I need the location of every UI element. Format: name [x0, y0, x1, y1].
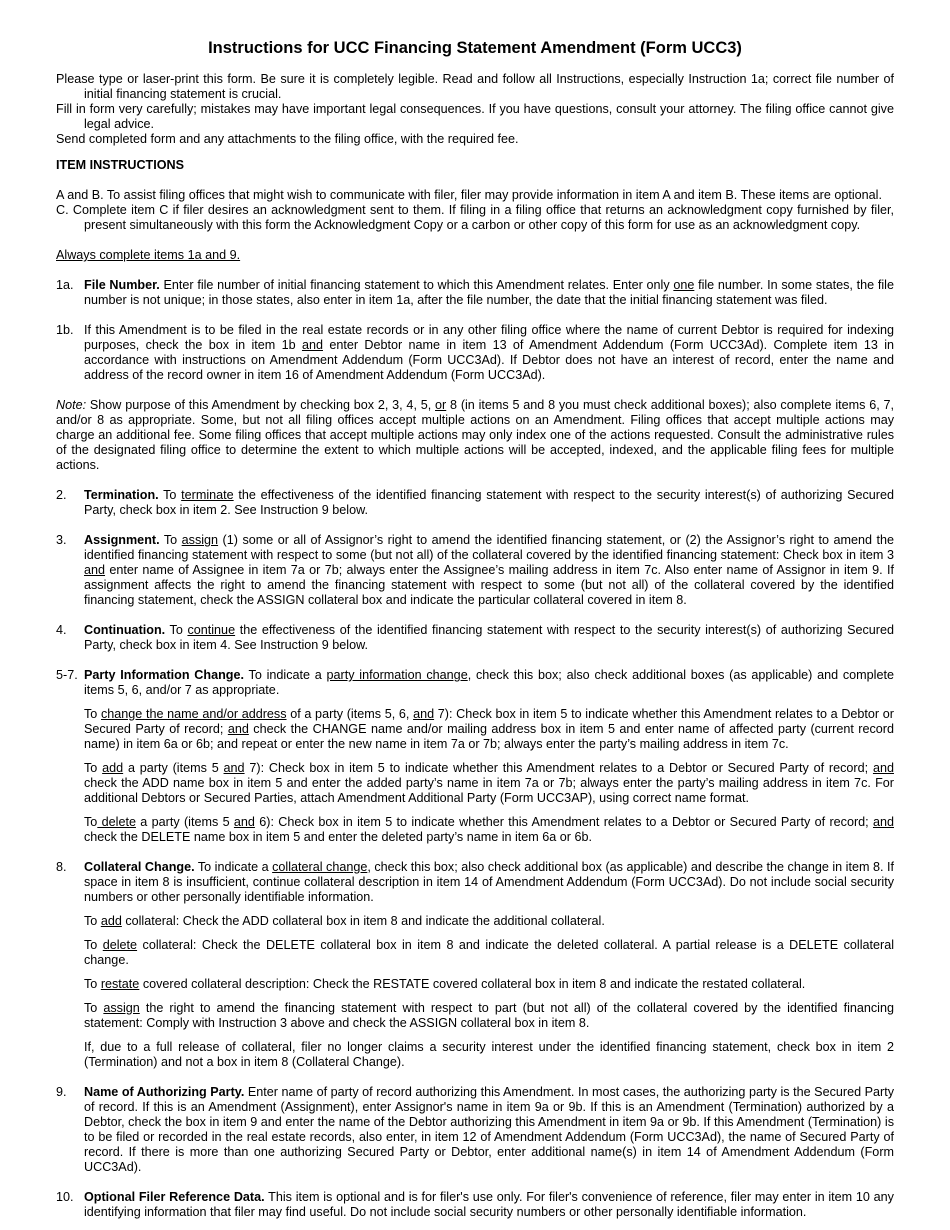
full-release-text: If, due to a full release of collateral, filer no longer claims a security interest under the identified financing statement, check box in item 2 (Termination) and not a box in item 8 (Collateral Change).: [84, 1040, 894, 1069]
item-number: 4.: [56, 623, 67, 637]
add-collateral-text: To add collateral: Check the ADD collateral box in item 8 and indicate the additional collateral.: [84, 914, 605, 928]
instruction-2-termination: [56, 488, 894, 518]
instruction-8-collateral-change: [56, 860, 894, 1070]
item-text: Assignment. To assign (1) some or all of Assignor’s right to amend the identified financing statement, or (2) the Assignor’s right to amend the identified financing statement with respect to some (but not all) of the collateral covered by the identified financing statement: Check box in item 3 and enter name of Assignee in item 7a or 7b; always enter the Assignee’s mailing address in item 7c. Also enter name of Assignor in item 9. If assignment affects the right to amend the financing statement with respect to some (but not all) of the collateral covered by the identified financing statement, check the ASSIGN collateral box and indicate the particular collateral covered in item 8.: [84, 533, 894, 607]
item-text: Termination. To terminate the effectiveness of the identified financing statement with respect to the security interest(s) of authorizing Secured Party, check box in item 2. See Instruction 9 below.: [84, 488, 894, 517]
restate-collateral-text: To restate covered collateral description: Check the RESTATE covered collateral box in item 8 and indicate the restated collateral.: [84, 977, 806, 991]
item-text: Party Information Change. To indicate a party information change, check this box; also check additional boxes (as applicable) and complete items 5, 6, and/or 7 as appropriate.: [84, 668, 894, 697]
item-number: 1b.: [56, 323, 74, 337]
item-number: 8.: [56, 860, 67, 874]
assign-collateral-text: To assign the right to amend the financing statement with respect to part (but not all) of the collateral covered by the identified financing statement: Comply with Instruction 3 above and check the ASSIGN collateral box in item 8.: [84, 1001, 894, 1030]
intro-line-2: Fill in form very carefully; mistakes may have important legal consequences. If you have questions, consult your attorney. The filing office cannot give legal advice.: [56, 102, 894, 131]
delete-party-text: To delete a party (items 5 and 6): Check box in item 5 to indicate whether this Amendment relates to a Debtor or Secured Party of record; and check the DELETE name box in item 5 and enter the deleted party’s name in item 6a or 6b.: [84, 815, 894, 844]
instruction-a-b: A and B. To assist filing offices that might wish to communicate with filer, filer may provide information in item A and item B. These items are optional.: [56, 188, 882, 202]
item-text: File Number. Enter file number of initial financing statement to which this Amendment relates. Enter only one file number. In some states, the file number is not unique; in those states, also enter in item 1a, after the file number, the date that the initial financing statement was filed.: [84, 278, 894, 307]
item-text: Optional Filer Reference Data. This item is optional and is for filer's use only. For filer's convenience of reference, filer may enter in item 10 any identifying information that filer may find useful. Do not include social security numbers or other personally identifiable information.: [84, 1190, 894, 1219]
add-party-text: To add a party (items 5 and 7): Check box in item 5 to indicate whether this Amendment relates to a Debtor or Secured Party of record; and check the ADD name box in item 5 and enter the added party’s name in item 7a or 7b; always enter the party’s mailing address in item 7c. For additional Debtors or Secured Parties, attach Amendment Additional Party (Form UCC3AP), using correct name format.: [84, 761, 894, 805]
page-title: Instructions for UCC Financing Statement Amendment (Form UCC3): [208, 39, 742, 57]
item-text: Continuation. To continue the effectiveness of the identified financing statement with respect to the security interest(s) of authorizing Secured Party, check box in item 4. See Instruction 9 below.: [84, 623, 894, 652]
item-text: Collateral Change. To indicate a collateral change, check this box; also check additional box (as applicable) and describe the change in item 8. If space in item 8 is insufficient, continue collateral description in item 14 of Amendment Addendum (Form UCC3Ad). Do not include social security numbers or other personally identifiable information.: [84, 860, 894, 904]
instruction-9-authorizing-party: [56, 1085, 894, 1175]
instruction-3-assignment: [56, 533, 894, 608]
item-number: 10.: [56, 1190, 74, 1204]
intro-line-3: Send completed form and any attachments to the filing office, with the required fee.: [56, 132, 519, 146]
item-number: 2.: [56, 488, 67, 502]
item-number: 5-7.: [56, 668, 78, 682]
instruction-1b: [56, 323, 894, 383]
item-text: Name of Authorizing Party. Enter name of party of record authorizing this Amendment. In most cases, the authorizing party is the Secured Party of record. If this is an Amendment (Assignment), enter Assignor's name in item 9a or 9b. If this is an Amendment (Termination) authorized by a Debtor, check the box in item 9 and enter the name of the Debtor authorizing this Amendment in item 9a or 9b. If this Amendment (Termination) is to be filed or recorded in the real estate records, also enter, in item 12 of Amendment Addendum (Form UCC3Ad), the name of Secured Party of record. If there is more than one authorizing Secured Party or Debtor, enter additional name(s) in item 14 of Amendment Addendum (Form UCC3Ad).: [84, 1085, 895, 1174]
item-instructions-heading: ITEM INSTRUCTIONS: [56, 158, 185, 172]
instruction-5-7-party-change: [56, 668, 894, 845]
instruction-10-filer-reference: [56, 1190, 894, 1220]
always-complete-note: Always complete items 1a and 9.: [56, 248, 241, 262]
instruction-c: C. Complete item C if filer desires an acknowledgment sent to them. If filing in a filing office that returns an acknowledgment copy furnished by filer, present simultaneously with this form the Acknowledgment Copy or a carbon or other copy of this form for use as an acknowledgment copy.: [56, 203, 894, 232]
item-number: 3.: [56, 533, 67, 547]
item-number: 1a.: [56, 278, 74, 292]
item-number: 9.: [56, 1085, 67, 1099]
item-text: If this Amendment is to be filed in the real estate records or in any other filing office where the name of current Debtor is required for indexing purposes, check the box in item 1b and enter Debtor name in item 13 of Amendment Addendum (Form UCC3Ad). Complete item 13 in accordance with instructions on Amendment Addendum (Form UCC3Ad). If Debtor does not have an interest of record, enter the name and address of the record owner in item 16 of Amendment Addendum (Form UCC3Ad).: [84, 323, 894, 382]
delete-collateral-text: To delete collateral: Check the DELETE collateral box in item 8 and indicate the deleted collateral. A partial release is a DELETE collateral change.: [84, 938, 894, 967]
change-party-text: To change the name and/or address of a party (items 5, 6, and 7): Check box in item 5 to indicate whether this Amendment relates to a Debtor or Secured Party of record; and check the CHANGE name and/or mailing address box in item 5 and enter name of affected party (current record name) in item 6a or 6b; and repeat or enter the new name in item 7a or 7b; always enter the party’s mailing address in item 7c.: [84, 707, 894, 751]
purpose-note: Note: Show purpose of this Amendment by checking box 2, 3, 4, 5, or 8 (in items 5 and 8 you must check additional boxes); also complete items 6, 7, and/or 8 as appropriate. Some, but not all filing offices accept multiple actions on an Amendment. Filing offices that accept multiple actions may charge an additional fee. Some filing offices that accept multiple actions may only index one of the actions requested. Consult the administrative rules of the designated filing office to determine the extent to which multiple actions will be accepted, indexed, and the applicable filing fees for multiple actions.: [56, 398, 894, 472]
instruction-4-continuation: [56, 623, 894, 653]
intro-line-1: Please type or laser-print this form. Be sure it is completely legible. Read and follow all Instructions, especially Instruction 1a; correct file number of initial financing statement is crucial.: [56, 72, 894, 101]
instruction-1a: [56, 278, 894, 308]
